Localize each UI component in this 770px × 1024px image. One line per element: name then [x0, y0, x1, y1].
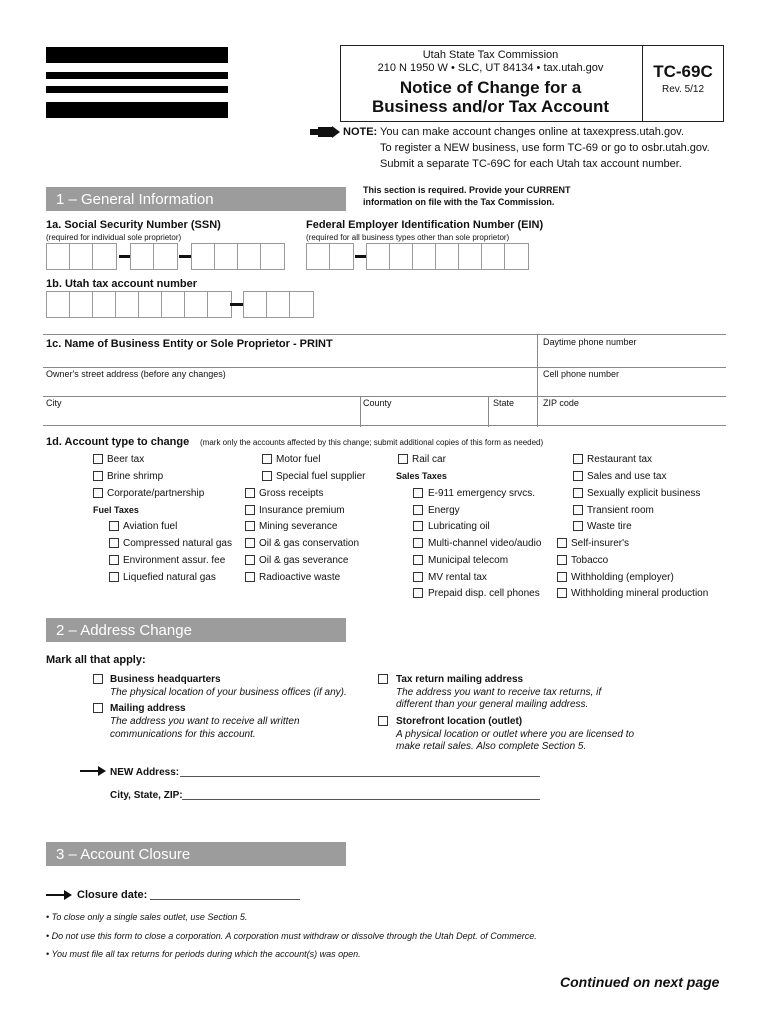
bhq-label: Business headquarters	[110, 674, 221, 685]
checkbox-multi-channel[interactable]	[413, 538, 423, 548]
account-type-sublabel: (mark only the accounts affected by this change; submit additional copies of this form as needed)	[200, 438, 544, 447]
section3-header: 3 – Account Closure	[46, 842, 346, 866]
checkbox-mining-severance[interactable]	[245, 521, 255, 531]
state-input[interactable]	[493, 410, 537, 424]
checkbox-aviation-fuel[interactable]	[109, 521, 119, 531]
checkbox-tobacco[interactable]	[557, 555, 567, 565]
city-state-zip-input[interactable]	[182, 799, 540, 800]
account-label: Rail car	[412, 454, 446, 465]
section1-required-note2: information on file with the Tax Commission.	[363, 197, 555, 207]
agency-name: Utah State Tax Commission	[422, 49, 559, 61]
bhq-desc: The physical location of your business offices (if any).	[110, 687, 347, 698]
closure-arrow-icon	[46, 890, 72, 900]
checkbox-insurance-premium[interactable]	[245, 505, 255, 515]
mailing-desc1: The address you want to receive all written	[110, 716, 300, 727]
account-label: MV rental tax	[428, 572, 487, 583]
ein-input[interactable]	[306, 243, 536, 271]
cell-phone-label: Cell phone number	[543, 369, 620, 379]
account-label: Aviation fuel	[123, 521, 178, 532]
account-label: Motor fuel	[276, 454, 321, 465]
storefront-desc2: make retail sales. Also complete Section 5.	[396, 741, 587, 752]
checkbox-sales-use-tax[interactable]	[573, 471, 583, 481]
continued-notice: Continued on next page	[560, 974, 720, 990]
ein-label: Federal Employer Identification Number (EIN)	[306, 219, 544, 231]
account-label: Oil & gas conservation	[259, 538, 360, 549]
checkbox-special-fuel-supplier[interactable]	[262, 471, 272, 481]
state-label: State	[493, 398, 515, 408]
sales-taxes-heading: Sales Taxes	[396, 471, 447, 481]
section2-header: 2 – Address Change	[46, 618, 346, 642]
checkbox-withholding-employer[interactable]	[557, 572, 567, 582]
trm-desc2: different than your general mailing address.	[396, 699, 589, 710]
checkbox-self-insurers[interactable]	[557, 538, 567, 548]
account-label: Mining severance	[259, 521, 338, 532]
new-address-input[interactable]	[180, 776, 540, 777]
account-type-label: 1d. Account type to change	[46, 436, 190, 448]
ein-sublabel: (required for all business types other than sole proprietor)	[306, 233, 510, 242]
checkbox-gross-receipts[interactable]	[245, 488, 255, 498]
account-label: Restaurant tax	[587, 454, 653, 465]
checkbox-withholding-mineral[interactable]	[557, 588, 567, 598]
account-label: Beer tax	[107, 454, 145, 465]
note-line3: Submit a separate TC-69C for each Utah tax account number.	[380, 158, 682, 170]
closure-date-input[interactable]	[150, 899, 300, 900]
closure-bullet1: • To close only a single sales outlet, use Section 5.	[46, 912, 248, 922]
note-line1: You can make account changes online at taxexpress.utah.gov.	[380, 126, 684, 138]
closure-bullet2: • Do not use this form to close a corporation. A corporation must withdraw or dissolve through the Utah Dept. of Commerce.	[46, 931, 537, 941]
business-name-input[interactable]	[46, 352, 534, 366]
business-name-label: 1c. Name of Business Entity or Sole Proprietor - PRINT	[46, 338, 333, 350]
account-label: Prepaid disp. cell phones	[428, 588, 540, 599]
daytime-phone-input[interactable]	[543, 350, 723, 364]
account-label: E-911 emergency srvcs.	[428, 488, 536, 499]
zip-label: ZIP code	[543, 398, 579, 408]
agency-address: 210 N 1950 W • SLC, UT 84134 • tax.utah.gov	[377, 62, 604, 74]
checkbox-rail-car[interactable]	[398, 454, 408, 464]
mailing-desc2: communications for this account.	[110, 729, 256, 740]
ssn-sublabel: (required for individual sole proprietor)	[46, 233, 182, 242]
ssn-label: 1a. Social Security Number (SSN)	[46, 219, 221, 231]
account-label: Radioactive waste	[259, 572, 341, 583]
account-label: Self-insurer's	[571, 538, 630, 549]
county-label: County	[363, 398, 392, 408]
account-label: Sexually explicit business	[587, 488, 701, 499]
account-label: Special fuel supplier	[276, 471, 366, 482]
mark-all-label: Mark all that apply:	[46, 654, 146, 666]
mailing-label: Mailing address	[110, 703, 186, 714]
new-address-label: NEW Address:	[110, 767, 180, 778]
checkbox-prepaid-cell[interactable]	[413, 588, 423, 598]
checkbox-compressed-natural-gas[interactable]	[109, 538, 119, 548]
account-label: Withholding mineral production	[571, 588, 709, 599]
checkbox-corporate-partnership[interactable]	[93, 488, 103, 498]
checkbox-tax-return-mailing[interactable]	[378, 674, 388, 684]
checkbox-e911[interactable]	[413, 488, 423, 498]
checkbox-oil-gas-severance[interactable]	[245, 555, 255, 565]
checkbox-mv-rental[interactable]	[413, 572, 423, 582]
account-label: Waste tire	[587, 521, 632, 532]
account-label: Lubricating oil	[428, 521, 490, 532]
section1-header: 1 – General Information	[46, 187, 346, 211]
account-label: Compressed natural gas	[123, 538, 232, 549]
form-number: TC-69C	[653, 62, 713, 81]
checkbox-storefront[interactable]	[378, 716, 388, 726]
city-input[interactable]	[46, 410, 358, 424]
checkbox-municipal-telecom[interactable]	[413, 555, 423, 565]
new-address-arrow-icon	[80, 766, 106, 776]
note-arrow-icon	[310, 126, 340, 138]
account-label: Brine shrimp	[107, 471, 164, 482]
checkbox-mailing-address[interactable]	[93, 703, 103, 713]
checkbox-brine-shrimp[interactable]	[93, 471, 103, 481]
checkbox-motor-fuel[interactable]	[262, 454, 272, 464]
trm-desc1: The address you want to receive tax returns, if	[396, 687, 602, 698]
zip-input[interactable]	[543, 410, 723, 424]
account-label: Sales and use tax	[587, 471, 667, 482]
checkbox-environment-assur-fee[interactable]	[109, 555, 119, 565]
cell-phone-input[interactable]	[543, 381, 723, 395]
account-label: Environment assur. fee	[123, 555, 226, 566]
fuel-taxes-heading: Fuel Taxes	[93, 505, 139, 515]
storefront-desc1: A physical location or outlet where you are licensed to	[396, 729, 635, 740]
ssn-input[interactable]	[46, 243, 286, 271]
checkbox-energy[interactable]	[413, 505, 423, 515]
account-label: Multi-channel video/audio	[428, 538, 542, 549]
form-title-line2: Business and/or Tax Account	[371, 97, 610, 116]
note-label: NOTE:	[343, 126, 378, 138]
checkbox-transient-room[interactable]	[573, 505, 583, 515]
closure-bullet3: • You must file all tax returns for periods during which the account(s) was open.	[46, 949, 361, 959]
checkbox-liquefied-natural-gas[interactable]	[109, 572, 119, 582]
form-revision: Rev. 5/12	[661, 84, 705, 95]
trm-label: Tax return mailing address	[396, 674, 524, 685]
daytime-phone-label: Daytime phone number	[543, 337, 637, 347]
checkbox-restaurant-tax[interactable]	[573, 454, 583, 464]
note-line2: To register a NEW business, use form TC-69 or go to osbr.utah.gov.	[380, 142, 710, 154]
account-label: Tobacco	[571, 555, 609, 566]
checkbox-lubricating-oil[interactable]	[413, 521, 423, 531]
section1-required-note1: This section is required. Provide your CURRENT	[363, 185, 571, 195]
utah-account-input[interactable]	[46, 291, 316, 319]
account-label: Energy	[428, 505, 460, 516]
account-label: Liquefied natural gas	[123, 572, 216, 583]
utah-account-label: 1b. Utah tax account number	[46, 278, 197, 290]
account-label: Oil & gas severance	[259, 555, 349, 566]
city-state-zip-label: City, State, ZIP:	[110, 790, 183, 801]
county-input[interactable]	[363, 410, 487, 424]
checkbox-beer-tax[interactable]	[93, 454, 103, 464]
city-label: City	[46, 398, 62, 408]
owner-address-label: Owner's street address (before any changes)	[46, 369, 226, 379]
account-label: Insurance premium	[259, 505, 345, 516]
form-title-line1: Notice of Change for a	[399, 78, 582, 97]
storefront-label: Storefront location (outlet)	[396, 716, 523, 727]
checkbox-waste-tire[interactable]	[573, 521, 583, 531]
closure-date-label: Closure date:	[77, 889, 148, 901]
checkbox-business-headquarters[interactable]	[93, 674, 103, 684]
account-label: Withholding (employer)	[571, 572, 674, 583]
account-label: Transient room	[587, 505, 654, 516]
account-label: Municipal telecom	[428, 555, 509, 566]
checkbox-sexually-explicit[interactable]	[573, 488, 583, 498]
checkbox-oil-gas-conservation[interactable]	[245, 538, 255, 548]
checkbox-radioactive-waste[interactable]	[245, 572, 255, 582]
account-label: Gross receipts	[259, 488, 324, 499]
owner-address-input[interactable]	[46, 381, 534, 395]
account-label: Corporate/partnership	[107, 488, 205, 499]
